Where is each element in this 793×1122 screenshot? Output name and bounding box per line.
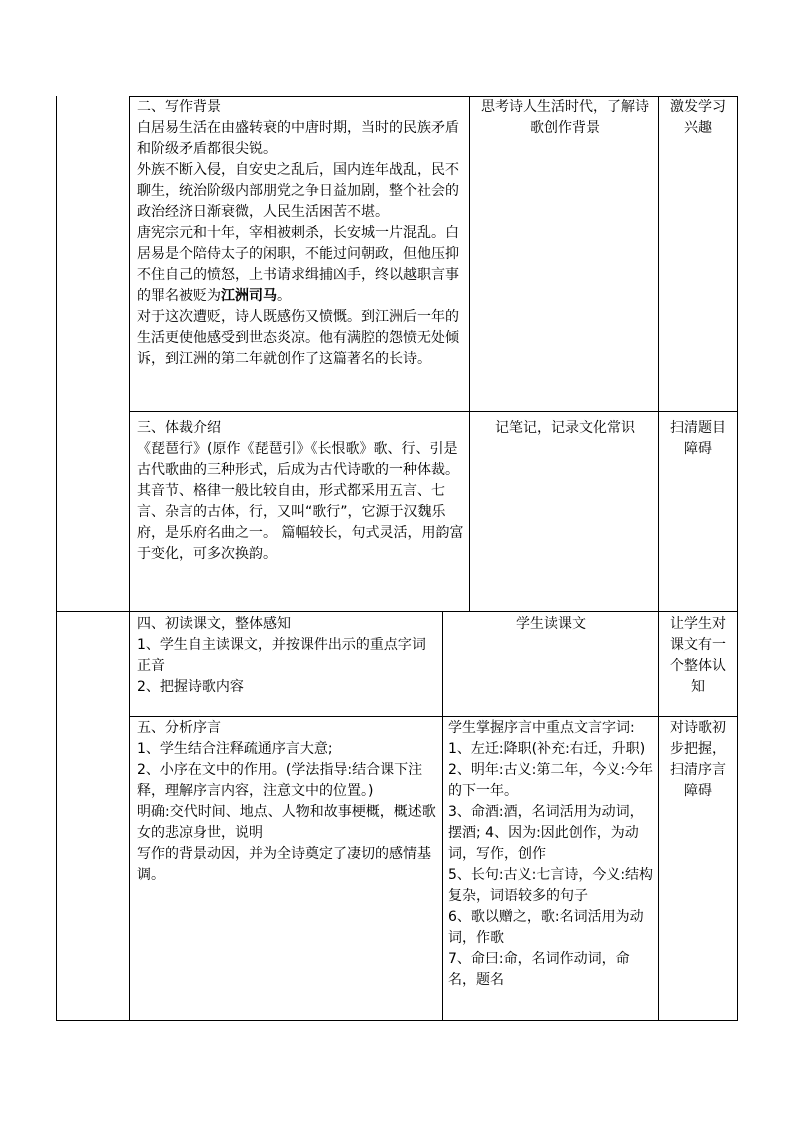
col-border-3 bbox=[658, 96, 659, 1021]
row-border-3 bbox=[129, 716, 738, 717]
row-border-bottom bbox=[56, 1020, 738, 1021]
col-border-left bbox=[56, 96, 57, 1021]
paragraph: 1、学生结合注释疏通序言大意; bbox=[137, 741, 333, 757]
paragraph: 写作的背景动因，并为全诗奠定了凄切的感情基调。 bbox=[137, 846, 431, 883]
design-purpose: 激发学习兴趣 bbox=[670, 99, 726, 136]
paragraph: 2、小序在文中的作用。(学法指导:结合课下注释，理解序言内容，注意文中的位置。) bbox=[137, 762, 423, 799]
paragraph: 《琵琶行》(原作《琵琶引》《长恨歌》歌、行、引是古代歌曲的三种形式，后成为古代诗歌的一种体裁。 bbox=[137, 441, 459, 478]
section-writing-background bbox=[137, 97, 465, 370]
paragraph: 明确:交代时间、地点、人物和故事梗概，概述歌女的悲凉身世，说明 bbox=[137, 804, 436, 841]
row-border-2 bbox=[56, 611, 738, 612]
paragraph: 其音节、格律一般比较自由，形式都采用五言、七言、杂言的古体，行，又叫“歌行”，它源于汉魏乐府，是乐府名曲之一。 篇幅较长，句式灵活，用韵富于变化，可多次换韵。 bbox=[137, 483, 464, 562]
student-activity: 学生掌握序言中重点文言字词: 1、左迁:降职(补充:右迁，升职) 2、明年:古义:第二年，今义:今年的下一年。 3、命酒:酒，名词活用为动词，摆酒; 4、因为:因此创作，为动词，写作，创作 5、长句:古义:七言诗，今义:结构复杂，词语较多的句子 6、歌以赠之，歌:名词活用为动词，作歌 7、命曰:命，名词作动词，命名，题名 bbox=[448, 720, 654, 988]
section-heading: 二、写作背景 bbox=[137, 99, 221, 115]
row-border-1 bbox=[129, 411, 738, 412]
section-genre-intro bbox=[137, 418, 465, 565]
student-activity: 学生读课文 bbox=[516, 616, 586, 632]
section-preface-analysis bbox=[137, 718, 437, 886]
design-purpose: 对诗歌初步把握，扫清序言障碍 bbox=[670, 720, 726, 799]
design-purpose: 让学生对课文有一个整体认知 bbox=[670, 616, 726, 695]
paragraph: 唐宪宗元和十年，宰相被刺杀，长安城一片混乱。白居易是个陪侍太子的闲职，不能过问朝政，但他压抑不住自己的愤怒，上书请求缉捕凶手，终以越职言事的罪名被贬为江洲司马。 bbox=[137, 225, 459, 304]
paragraph: 白居易生活在由盛转衰的中唐时期，当时的民族矛盾和阶级矛盾都很尖锐。 bbox=[137, 120, 459, 157]
col-border-right bbox=[737, 96, 738, 1021]
paragraph: 1、学生自主读课文，并按课件出示的重点字词正音 bbox=[137, 637, 426, 674]
emphasis-text: 江洲司马 bbox=[221, 288, 277, 304]
design-purpose: 扫清题目障碍 bbox=[670, 420, 726, 457]
paragraph: 外族不断入侵，自安史之乱后，国内连年战乱，民不聊生，统治阶级内部朋党之争日益加剧，整个社会的政治经济日渐衰微，人民生活困苦不堪。 bbox=[137, 162, 459, 220]
col-border-2a bbox=[469, 96, 470, 612]
section-heading: 五、分析序言 bbox=[137, 720, 221, 736]
paragraph: 对于这次遭贬，诗人既感伤又愤慨。到江洲后一年的生活更使他感受到世态炎凉。他有满腔的怨愤无处倾诉，到江洲的第二年就创作了这篇著名的长诗。 bbox=[137, 309, 459, 367]
section-heading: 四、初读课文，整体感知 bbox=[137, 616, 291, 632]
section-heading: 三、体裁介绍 bbox=[137, 420, 221, 436]
student-activity: 思考诗人生活时代，了解诗歌创作背景 bbox=[481, 99, 649, 136]
col-border-1 bbox=[129, 96, 130, 1021]
paragraph: 2、把握诗歌内容 bbox=[137, 679, 244, 695]
student-activity: 记笔记，记录文化常识 bbox=[495, 420, 635, 436]
section-first-reading bbox=[137, 614, 437, 698]
col-border-2b bbox=[442, 611, 443, 1021]
